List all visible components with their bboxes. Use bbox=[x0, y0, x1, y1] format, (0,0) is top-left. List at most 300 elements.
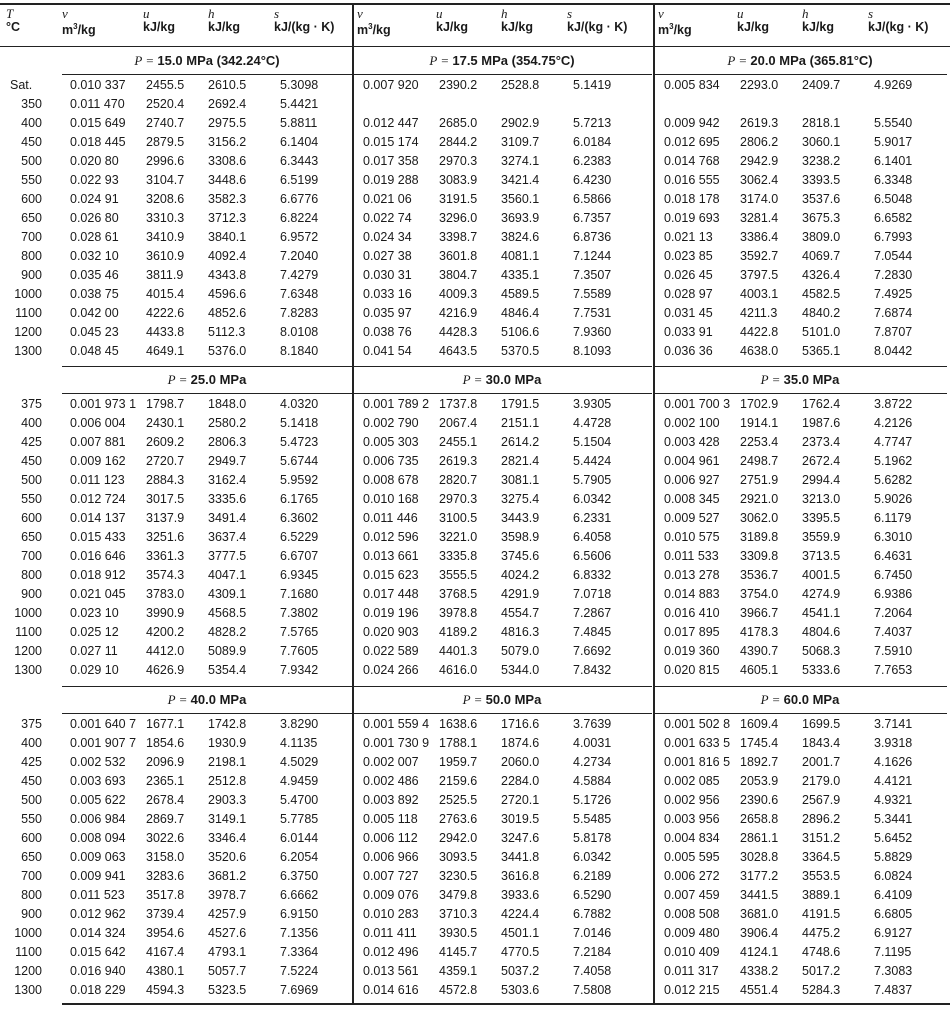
cell-v: 0.008 508 bbox=[664, 907, 720, 921]
cell-v: 0.009 942 bbox=[664, 116, 720, 130]
cell-h: 5079.0 bbox=[501, 644, 540, 658]
cell-h: 3156.2 bbox=[208, 135, 247, 149]
cell-s: 6.8224 bbox=[280, 211, 319, 225]
cell-s: 6.0144 bbox=[280, 831, 319, 845]
band-bottom-rule bbox=[62, 393, 352, 394]
cell-h: 1987.6 bbox=[802, 416, 841, 430]
table-row bbox=[62, 95, 352, 114]
table-row bbox=[355, 433, 645, 452]
cell-v: 0.001 640 7 bbox=[70, 717, 137, 731]
cell-u: 3310.3 bbox=[146, 211, 185, 225]
table-row bbox=[62, 528, 352, 547]
cell-h: 3824.6 bbox=[501, 230, 540, 244]
table-row bbox=[656, 304, 946, 323]
cell-h: 4092.4 bbox=[208, 249, 247, 263]
cell-s: 5.4700 bbox=[280, 793, 319, 807]
cell-v: 0.001 502 8 bbox=[664, 717, 731, 731]
cell-h: 2672.4 bbox=[802, 454, 841, 468]
table-top-rule bbox=[0, 3, 950, 5]
pressure-equals: = bbox=[175, 372, 191, 387]
temperature-row bbox=[0, 585, 50, 604]
cell-s: 5.1419 bbox=[573, 78, 612, 92]
table-row bbox=[355, 471, 645, 490]
cell-h: 4852.6 bbox=[208, 306, 247, 320]
cell-u: 2869.7 bbox=[146, 812, 185, 826]
temperature-row bbox=[0, 943, 50, 962]
cell-h: 4554.7 bbox=[501, 606, 540, 620]
cell-temperature: 450 bbox=[21, 454, 42, 468]
cell-s: 5.1726 bbox=[573, 793, 612, 807]
cell-u: 2609.2 bbox=[146, 435, 185, 449]
cell-v: 0.022 589 bbox=[363, 644, 419, 658]
header-u-g3 bbox=[737, 8, 769, 46]
table-row bbox=[62, 829, 352, 848]
cell-h: 3712.3 bbox=[208, 211, 247, 225]
cell-s: 7.4037 bbox=[874, 625, 913, 639]
cell-h: 4274.9 bbox=[802, 587, 841, 601]
table-row bbox=[656, 566, 946, 585]
cell-v: 0.002 486 bbox=[363, 774, 419, 788]
cell-u: 2619.3 bbox=[740, 116, 779, 130]
cell-v: 0.031 45 bbox=[664, 306, 713, 320]
unit-sup: 3 bbox=[669, 22, 674, 31]
cell-v: 0.033 91 bbox=[664, 325, 713, 339]
cell-s: 6.7357 bbox=[573, 211, 612, 225]
cell-s: 7.2184 bbox=[573, 945, 612, 959]
cell-s: 7.6969 bbox=[280, 983, 319, 997]
cell-temperature: 1300 bbox=[14, 663, 42, 677]
cell-temperature: 1000 bbox=[14, 606, 42, 620]
cell-temperature: 600 bbox=[21, 831, 42, 845]
cell-v: 0.007 881 bbox=[70, 435, 126, 449]
cell-v: 0.002 790 bbox=[363, 416, 419, 430]
cell-u: 3158.0 bbox=[146, 850, 185, 864]
cell-u: 4189.2 bbox=[439, 625, 478, 639]
table-row bbox=[62, 772, 352, 791]
table-row bbox=[62, 791, 352, 810]
cell-temperature: 1300 bbox=[14, 983, 42, 997]
cell-v: 0.022 93 bbox=[70, 173, 119, 187]
cell-s: 8.0108 bbox=[280, 325, 319, 339]
table-row bbox=[656, 810, 946, 829]
header-v-unit bbox=[62, 20, 96, 37]
cell-temperature: 500 bbox=[21, 793, 42, 807]
pressure-symbol: P bbox=[167, 692, 176, 707]
table-row bbox=[62, 433, 352, 452]
unit-base: m bbox=[658, 23, 670, 38]
table-row bbox=[355, 981, 645, 1000]
header-u-unit: kJ/kg bbox=[737, 20, 769, 34]
temperature-row bbox=[0, 886, 50, 905]
table-row bbox=[656, 414, 946, 433]
cell-u: 2685.0 bbox=[439, 116, 478, 130]
table-row bbox=[355, 905, 645, 924]
table-row bbox=[62, 323, 352, 342]
table-row bbox=[656, 323, 946, 342]
band-bottom-rule bbox=[653, 713, 947, 714]
cell-u: 2159.6 bbox=[439, 774, 478, 788]
cell-s: 5.1962 bbox=[874, 454, 913, 468]
cell-s: 6.2054 bbox=[280, 850, 319, 864]
cell-h: 2692.4 bbox=[208, 97, 247, 111]
cell-s: 6.3602 bbox=[280, 511, 319, 525]
table-row bbox=[62, 566, 352, 585]
cell-s: 5.9026 bbox=[874, 492, 913, 506]
cell-temperature: 1200 bbox=[14, 964, 42, 978]
band-bottom-rule bbox=[62, 74, 352, 75]
table-row bbox=[355, 528, 645, 547]
table-row bbox=[355, 642, 645, 661]
cell-s: 7.4837 bbox=[874, 983, 913, 997]
cell-u: 4359.1 bbox=[439, 964, 478, 978]
temperature-row bbox=[0, 753, 50, 772]
cell-h: 2284.0 bbox=[501, 774, 540, 788]
table-row bbox=[355, 190, 645, 209]
cell-u: 1798.7 bbox=[146, 397, 185, 411]
table-row bbox=[62, 848, 352, 867]
cell-temperature: 650 bbox=[21, 850, 42, 864]
cell-s: 6.7993 bbox=[874, 230, 913, 244]
cell-u: 3710.3 bbox=[439, 907, 478, 921]
cell-s: 6.4109 bbox=[874, 888, 913, 902]
cell-u: 2365.1 bbox=[146, 774, 185, 788]
cell-u: 2498.7 bbox=[740, 454, 779, 468]
table-row bbox=[355, 829, 645, 848]
cell-h: 5354.4 bbox=[208, 663, 247, 677]
cell-temperature: 400 bbox=[21, 736, 42, 750]
table-row bbox=[656, 886, 946, 905]
cell-v: 0.045 23 bbox=[70, 325, 119, 339]
cell-temperature: 900 bbox=[21, 587, 42, 601]
cell-v: 0.019 288 bbox=[363, 173, 419, 187]
cell-h: 4024.2 bbox=[501, 568, 540, 582]
cell-v: 0.017 358 bbox=[363, 154, 419, 168]
cell-h: 1699.5 bbox=[802, 717, 841, 731]
table-row bbox=[62, 924, 352, 943]
cell-v: 0.009 941 bbox=[70, 869, 126, 883]
cell-v: 0.011 470 bbox=[70, 97, 125, 111]
cell-v: 0.024 266 bbox=[363, 663, 419, 677]
cell-temperature: 450 bbox=[21, 774, 42, 788]
table-row bbox=[62, 943, 352, 962]
table-row bbox=[656, 209, 946, 228]
cell-s: 6.1179 bbox=[874, 511, 912, 525]
temperature-row bbox=[0, 395, 50, 414]
cell-u: 4551.4 bbox=[740, 983, 779, 997]
pressure-equals: = bbox=[142, 53, 158, 68]
cell-s: 6.2383 bbox=[573, 154, 612, 168]
column-divider-2 bbox=[653, 5, 655, 1005]
cell-v: 0.041 54 bbox=[363, 344, 412, 358]
header-h-symbol: h bbox=[802, 6, 809, 21]
cell-temperature: 650 bbox=[21, 211, 42, 225]
cell-h: 3745.6 bbox=[501, 549, 540, 563]
cell-v: 0.018 445 bbox=[70, 135, 126, 149]
cell-v: 0.012 724 bbox=[70, 492, 126, 506]
cell-s: 7.4058 bbox=[573, 964, 612, 978]
cell-h: 4291.9 bbox=[501, 587, 540, 601]
cell-h: 4326.4 bbox=[802, 268, 841, 282]
cell-h: 3149.1 bbox=[208, 812, 247, 826]
cell-v: 0.013 661 bbox=[363, 549, 419, 563]
cell-u: 4412.0 bbox=[146, 644, 185, 658]
pressure-symbol: P bbox=[462, 372, 471, 387]
temperature-row bbox=[0, 433, 50, 452]
band-bottom-rule bbox=[352, 393, 652, 394]
cell-v: 0.017 448 bbox=[363, 587, 419, 601]
pressure-label bbox=[653, 687, 947, 713]
cell-v: 0.038 75 bbox=[70, 287, 119, 301]
cell-s: 7.5765 bbox=[280, 625, 319, 639]
cell-u: 3230.5 bbox=[439, 869, 478, 883]
temperature-row bbox=[0, 414, 50, 433]
table-row bbox=[656, 848, 946, 867]
cell-s: 7.9342 bbox=[280, 663, 319, 677]
cell-h: 4770.5 bbox=[501, 945, 540, 959]
table-row bbox=[656, 547, 946, 566]
cell-h: 4793.1 bbox=[208, 945, 247, 959]
band-bottom-rule bbox=[62, 713, 352, 714]
cell-s: 6.3348 bbox=[874, 173, 913, 187]
cell-u: 2740.7 bbox=[146, 116, 185, 130]
table-row bbox=[62, 171, 352, 190]
cell-s: 4.0031 bbox=[573, 736, 612, 750]
cell-temperature: 650 bbox=[21, 530, 42, 544]
cell-h: 3598.9 bbox=[501, 530, 540, 544]
cell-v: 0.020 815 bbox=[664, 663, 720, 677]
unit-tail: /kg bbox=[372, 23, 391, 38]
cell-u: 4428.3 bbox=[439, 325, 478, 339]
cell-h: 2610.5 bbox=[208, 78, 247, 92]
cell-v: 0.014 768 bbox=[664, 154, 720, 168]
table-row bbox=[62, 753, 352, 772]
temperature-row bbox=[0, 566, 50, 585]
cell-u: 3930.5 bbox=[439, 926, 478, 940]
cell-u: 3208.6 bbox=[146, 192, 185, 206]
cell-v: 0.010 337 bbox=[70, 78, 126, 92]
cell-h: 3109.7 bbox=[501, 135, 540, 149]
cell-u: 3062.0 bbox=[740, 511, 779, 525]
cell-s: 6.6662 bbox=[280, 888, 319, 902]
cell-h: 1930.9 bbox=[208, 736, 247, 750]
table-row bbox=[355, 452, 645, 471]
pressure-symbol: P bbox=[167, 372, 176, 387]
cell-u: 3906.4 bbox=[740, 926, 779, 940]
cell-s: 5.8811 bbox=[280, 116, 318, 130]
cell-s: 4.7747 bbox=[874, 435, 913, 449]
header-v-symbol: v bbox=[658, 6, 664, 21]
cell-u: 1702.9 bbox=[740, 397, 779, 411]
cell-u: 3093.5 bbox=[439, 850, 478, 864]
table-row bbox=[62, 810, 352, 829]
cell-v: 0.009 063 bbox=[70, 850, 126, 864]
cell-s: 4.5029 bbox=[280, 755, 319, 769]
cell-h: 4804.6 bbox=[802, 625, 841, 639]
cell-h: 3675.3 bbox=[802, 211, 841, 225]
cell-v: 0.009 162 bbox=[70, 454, 126, 468]
cell-v: 0.016 940 bbox=[70, 964, 126, 978]
temperature-row bbox=[0, 152, 50, 171]
pressure-equals: = bbox=[768, 372, 784, 387]
cell-v: 0.001 907 7 bbox=[70, 736, 137, 750]
cell-h: 3421.4 bbox=[501, 173, 540, 187]
cell-s: 7.5589 bbox=[573, 287, 612, 301]
cell-u: 4200.2 bbox=[146, 625, 185, 639]
cell-v: 0.018 229 bbox=[70, 983, 126, 997]
cell-h: 2001.7 bbox=[802, 755, 841, 769]
cell-u: 2820.7 bbox=[439, 473, 478, 487]
cell-s: 6.9345 bbox=[280, 568, 319, 582]
cell-s: 6.3750 bbox=[280, 869, 319, 883]
table-row bbox=[355, 604, 645, 623]
cell-v: 0.006 112 bbox=[363, 831, 418, 845]
table-row bbox=[656, 452, 946, 471]
temperature-row bbox=[0, 810, 50, 829]
cell-s: 5.6282 bbox=[874, 473, 913, 487]
cell-h: 2179.0 bbox=[802, 774, 841, 788]
table-row bbox=[62, 247, 352, 266]
temperature-row bbox=[0, 772, 50, 791]
cell-temperature: 700 bbox=[21, 869, 42, 883]
cell-v: 0.015 649 bbox=[70, 116, 126, 130]
cell-s: 6.9150 bbox=[280, 907, 319, 921]
table-row bbox=[656, 715, 946, 734]
unit-sup: 3 bbox=[73, 22, 78, 31]
temperature-row bbox=[0, 247, 50, 266]
cell-v: 0.001 730 9 bbox=[363, 736, 430, 750]
cell-temperature: 600 bbox=[21, 192, 42, 206]
cell-h: 3213.0 bbox=[802, 492, 841, 506]
cell-h: 3559.9 bbox=[802, 530, 841, 544]
cell-v: 0.004 961 bbox=[664, 454, 720, 468]
cell-h: 3346.4 bbox=[208, 831, 247, 845]
cell-temperature: Sat. bbox=[10, 78, 33, 92]
cell-v: 0.022 74 bbox=[363, 211, 412, 225]
cell-v: 0.012 496 bbox=[363, 945, 419, 959]
cell-u: 3783.0 bbox=[146, 587, 185, 601]
pressure-symbol: P bbox=[462, 692, 471, 707]
cell-s: 8.1840 bbox=[280, 344, 319, 358]
cell-h: 5284.3 bbox=[802, 983, 841, 997]
header-s-symbol: s bbox=[567, 6, 573, 21]
cell-h: 2151.1 bbox=[501, 416, 540, 430]
cell-v: 0.002 532 bbox=[70, 755, 126, 769]
cell-s: 3.8722 bbox=[874, 397, 913, 411]
cell-u: 3189.8 bbox=[740, 530, 779, 544]
cell-h: 2580.2 bbox=[208, 416, 247, 430]
cell-h: 2806.3 bbox=[208, 435, 247, 449]
cell-v: 0.016 410 bbox=[664, 606, 720, 620]
cell-u: 3681.0 bbox=[740, 907, 779, 921]
pressure-symbol: P bbox=[429, 53, 438, 68]
cell-v: 0.002 956 bbox=[664, 793, 720, 807]
temperature-row bbox=[0, 604, 50, 623]
cell-h: 3933.6 bbox=[501, 888, 540, 902]
cell-v: 0.002 100 bbox=[664, 416, 720, 430]
cell-h: 1716.6 bbox=[501, 717, 540, 731]
table-row bbox=[62, 547, 352, 566]
cell-s: 6.5606 bbox=[573, 549, 612, 563]
cell-s: 6.4058 bbox=[573, 530, 612, 544]
cell-h: 4191.5 bbox=[802, 907, 841, 921]
header-s-unit: kJ/(kg · K) bbox=[868, 20, 929, 34]
cell-s: 6.7882 bbox=[573, 907, 612, 921]
cell-temperature: 700 bbox=[21, 549, 42, 563]
table-bottom-rule bbox=[62, 1003, 950, 1005]
cell-h: 3693.9 bbox=[501, 211, 540, 225]
cell-v: 0.020 80 bbox=[70, 154, 119, 168]
cell-u: 3410.9 bbox=[146, 230, 185, 244]
cell-u: 4390.7 bbox=[740, 644, 779, 658]
cell-u: 4222.6 bbox=[146, 306, 185, 320]
cell-temperature: 800 bbox=[21, 249, 42, 263]
temperature-row bbox=[0, 452, 50, 471]
cell-h: 4335.1 bbox=[501, 268, 540, 282]
table-row bbox=[355, 585, 645, 604]
table-row bbox=[355, 209, 645, 228]
cell-s: 4.1135 bbox=[280, 736, 318, 750]
cell-v: 0.007 727 bbox=[363, 869, 419, 883]
header-rule bbox=[0, 46, 950, 47]
cell-s: 6.1401 bbox=[874, 154, 913, 168]
temperature-row bbox=[0, 734, 50, 753]
cell-h: 1791.5 bbox=[501, 397, 540, 411]
cell-temperature: 550 bbox=[21, 812, 42, 826]
cell-v: 0.008 345 bbox=[664, 492, 720, 506]
cell-s: 6.8736 bbox=[573, 230, 612, 244]
table-row bbox=[355, 247, 645, 266]
header-u-symbol: u bbox=[436, 6, 443, 21]
table-row bbox=[355, 395, 645, 414]
cell-v: 0.005 118 bbox=[363, 812, 418, 826]
cell-s: 7.6692 bbox=[573, 644, 612, 658]
cell-h: 4846.4 bbox=[501, 306, 540, 320]
table-row bbox=[355, 490, 645, 509]
cell-u: 2678.4 bbox=[146, 793, 185, 807]
table-row bbox=[355, 509, 645, 528]
cell-s: 4.0320 bbox=[280, 397, 319, 411]
cell-v: 0.013 278 bbox=[664, 568, 720, 582]
cell-u: 3978.8 bbox=[439, 606, 478, 620]
cell-temperature: 800 bbox=[21, 568, 42, 582]
cell-temperature: 1300 bbox=[14, 344, 42, 358]
cell-s: 4.9321 bbox=[874, 793, 913, 807]
cell-u: 3137.9 bbox=[146, 511, 185, 525]
cell-v: 0.024 34 bbox=[363, 230, 412, 244]
cell-h: 3616.8 bbox=[501, 869, 540, 883]
table-row bbox=[62, 285, 352, 304]
cell-temperature: 500 bbox=[21, 154, 42, 168]
cell-s: 8.0442 bbox=[874, 344, 913, 358]
cell-v: 0.018 912 bbox=[70, 568, 126, 582]
cell-v: 0.006 966 bbox=[363, 850, 419, 864]
cell-v: 0.017 895 bbox=[664, 625, 720, 639]
cell-s: 5.5485 bbox=[573, 812, 612, 826]
cell-h: 3162.4 bbox=[208, 473, 247, 487]
cell-u: 2844.2 bbox=[439, 135, 478, 149]
cell-s: 5.7905 bbox=[573, 473, 612, 487]
temperature-row bbox=[0, 791, 50, 810]
cell-s: 6.5866 bbox=[573, 192, 612, 206]
cell-s: 6.9572 bbox=[280, 230, 319, 244]
cell-s: 7.9360 bbox=[573, 325, 612, 339]
cell-v: 0.007 920 bbox=[363, 78, 419, 92]
cell-u: 1854.6 bbox=[146, 736, 185, 750]
cell-temperature: 425 bbox=[21, 435, 42, 449]
header-s-g3 bbox=[868, 8, 928, 46]
cell-s: 7.0146 bbox=[573, 926, 612, 940]
cell-h: 4475.2 bbox=[802, 926, 841, 940]
